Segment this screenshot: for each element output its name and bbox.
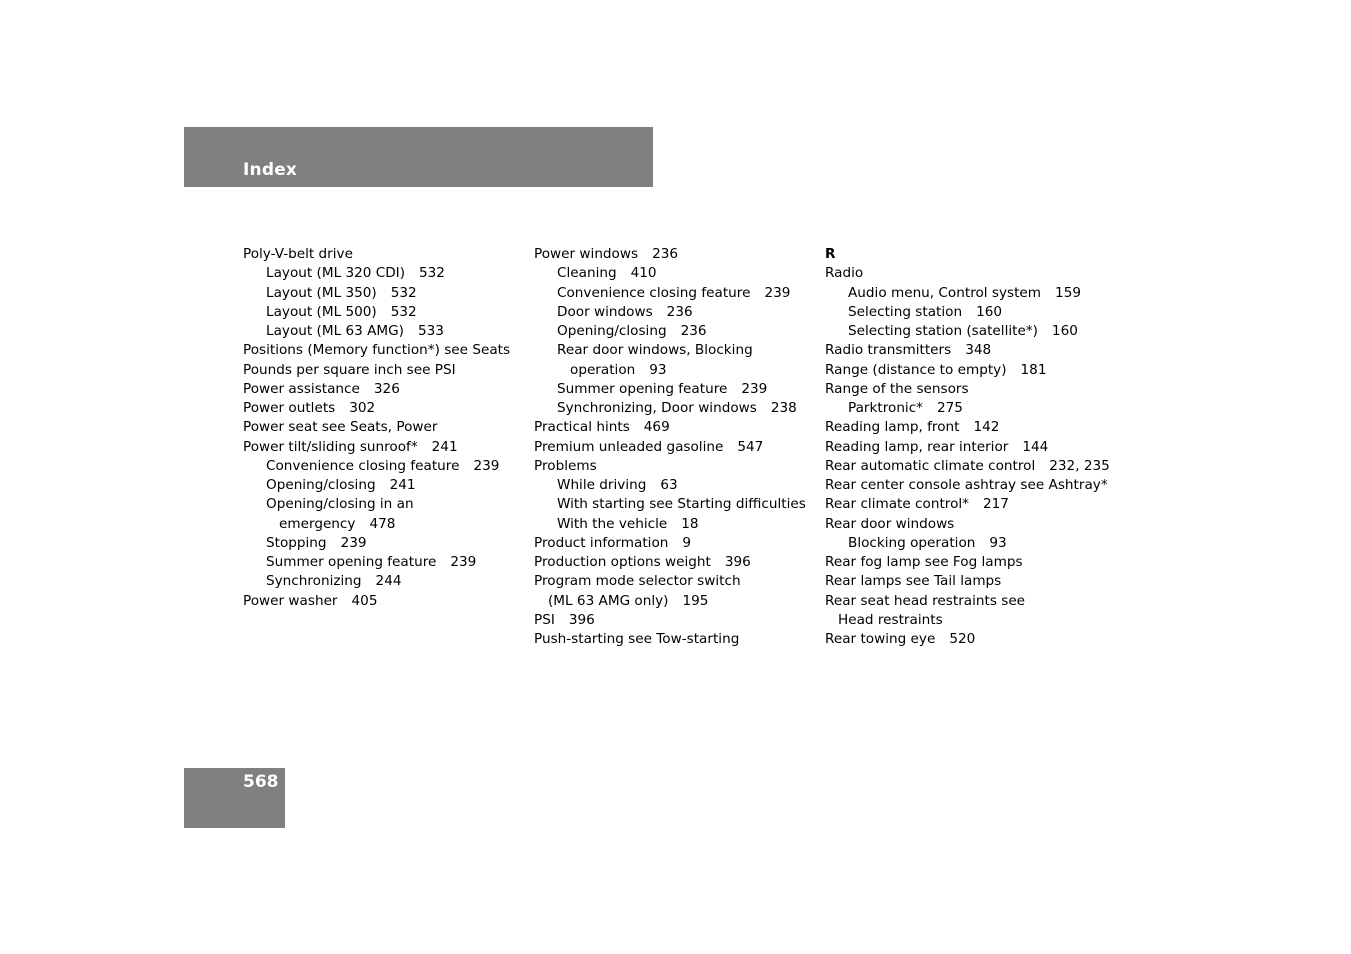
index-term: Range of the sensors: [825, 380, 969, 397]
index-entry: [825, 476, 1110, 495]
index-term: Practical hints: [534, 419, 630, 436]
index-entry: [243, 264, 510, 283]
index-term: Door windows: [557, 303, 653, 320]
index-entry: [243, 476, 510, 495]
index-page-ref: 160: [976, 303, 1003, 320]
index-entry: [825, 303, 1110, 322]
index-entry: [534, 476, 806, 495]
index-entry: [243, 418, 510, 437]
index-term: Layout (ML 350): [266, 284, 377, 301]
index-entry: [825, 399, 1110, 418]
index-entry: [534, 399, 806, 418]
index-entry: [825, 572, 1110, 591]
index-term: Cleaning: [557, 265, 617, 282]
index-term: Radio: [825, 265, 864, 282]
index-term: PSI: [534, 611, 555, 628]
index-term: Layout (ML 320 CDI): [266, 265, 405, 282]
index-page-ref: 236: [666, 303, 693, 320]
index-page-ref: 238: [770, 400, 797, 416]
index-entry: [243, 341, 510, 360]
index-entry: [243, 457, 510, 476]
index-term: Rear climate control*: [825, 496, 969, 513]
index-page-ref: 9: [682, 534, 692, 551]
index-page-ref: 63: [660, 477, 678, 493]
index-term: Poly-V-belt drive: [243, 246, 353, 262]
section-title: Index: [243, 160, 298, 180]
index-entry: [243, 515, 510, 534]
index-entry: [534, 534, 806, 553]
index-page-ref: 239: [764, 284, 791, 301]
index-page-ref: 93: [649, 361, 667, 378]
index-term: Layout (ML 500): [266, 303, 377, 320]
index-column-1: [243, 245, 510, 611]
index-term: With starting see Starting difficulties: [557, 496, 806, 513]
index-term: Rear automatic climate control: [825, 457, 1036, 474]
index-entry: [243, 284, 510, 303]
index-page-ref: 239: [741, 380, 768, 397]
index-term: Stopping: [266, 534, 327, 551]
index-term: Rear fog lamp see Fog lamps: [825, 554, 1023, 570]
index-entry: [534, 418, 806, 437]
index-term: Layout (ML 63 AMG): [266, 323, 404, 339]
section-header-bar: [184, 127, 653, 187]
index-entry: [534, 495, 806, 514]
index-page-ref: 469: [643, 419, 670, 436]
index-term: Selecting station (satellite*): [848, 323, 1038, 339]
index-entry: [534, 245, 806, 264]
index-term: Rear door windows: [825, 515, 955, 532]
index-term: Power assistance: [243, 380, 360, 397]
index-page-ref: 18: [681, 515, 699, 532]
index-term: Power windows: [534, 246, 639, 262]
index-term: Rear door windows, Blocking: [557, 342, 753, 359]
index-page-ref: 533: [417, 323, 444, 339]
index-entry: [825, 611, 1110, 630]
index-entry: [534, 438, 806, 457]
index-entry: [534, 361, 806, 380]
index-entry: [534, 322, 806, 341]
index-term: Rear lamps see Tail lamps: [825, 573, 1002, 590]
index-term: Problems: [534, 457, 597, 474]
index-term: Audio menu, Control system: [848, 284, 1042, 301]
index-page-ref: 520: [949, 631, 976, 647]
index-page-ref: 232, 235: [1049, 457, 1110, 474]
index-entry: [534, 457, 806, 476]
index-term: Opening/closing in an: [266, 496, 414, 513]
index-term: Power washer: [243, 592, 338, 609]
index-entry: [825, 515, 1110, 534]
index-entry: [825, 438, 1110, 457]
index-page-ref: 396: [568, 611, 595, 628]
index-page-ref: 239: [340, 534, 367, 551]
index-page-ref: 160: [1051, 323, 1078, 339]
index-page-ref: 478: [369, 515, 396, 532]
index-term: Reading lamp, rear interior: [825, 438, 1009, 455]
index-entry: [825, 380, 1110, 399]
index-entry: [825, 418, 1110, 437]
index-entry: [534, 303, 806, 322]
index-entry: [534, 592, 806, 611]
index-entry: [243, 399, 510, 418]
index-page-ref: 239: [473, 457, 500, 474]
index-term: Power tilt/sliding sunroof*: [243, 438, 418, 455]
index-entry: [243, 322, 510, 341]
index-page-ref: 348: [965, 342, 992, 359]
index-page-ref: 532: [390, 284, 417, 301]
index-page-ref: 239: [450, 554, 477, 570]
page-number: 568: [243, 772, 279, 792]
index-page-ref: 532: [390, 303, 417, 320]
index-page-ref: 217: [982, 496, 1009, 513]
index-entry: [825, 592, 1110, 611]
index-letter-heading: [825, 245, 1110, 264]
index-term: (ML 63 AMG only): [548, 592, 669, 609]
index-page-ref: 195: [682, 592, 709, 609]
index-page-ref: 93: [989, 534, 1007, 551]
index-term: Parktronic*: [848, 400, 923, 416]
index-term: emergency: [279, 515, 356, 532]
index-term: Synchronizing, Door windows: [557, 400, 757, 416]
index-page-ref: 532: [419, 265, 445, 282]
index-term: Premium unleaded gasoline: [534, 438, 724, 455]
index-entry: [534, 515, 806, 534]
index-term: Rear seat head restraints see: [825, 592, 1026, 609]
index-term: Positions (Memory function*) see Seats: [243, 342, 511, 359]
index-entry: [243, 245, 510, 264]
index-entry: [825, 284, 1110, 303]
index-page-ref: 241: [431, 438, 458, 455]
index-entry: [243, 438, 510, 457]
index-term: operation: [570, 361, 636, 378]
index-term: Push-starting see Tow-starting: [534, 631, 740, 647]
index-term: Convenience closing feature: [266, 457, 460, 474]
index-entry: [825, 361, 1110, 380]
index-entry: [243, 534, 510, 553]
index-entry: [534, 380, 806, 399]
index-page-ref: 236: [652, 246, 679, 262]
index-page-ref: 405: [351, 592, 378, 609]
index-page-ref: 547: [737, 438, 764, 455]
index-entry: [825, 553, 1110, 572]
index-entry: [534, 611, 806, 630]
index-term: Power seat see Seats, Power: [243, 419, 438, 436]
index-page-ref: 159: [1055, 284, 1081, 301]
index-term: With the vehicle: [557, 515, 668, 532]
index-entry: [825, 630, 1110, 649]
index-term: Rear center console ashtray see Ashtray*: [825, 477, 1108, 493]
index-entry: [243, 495, 510, 514]
index-entry: [825, 534, 1110, 553]
index-entry: [243, 572, 510, 591]
index-entry: [534, 284, 806, 303]
index-term: Radio transmitters: [825, 342, 952, 359]
index-entry: [825, 264, 1110, 283]
index-term: Head restraints: [838, 611, 943, 628]
index-entry: [243, 380, 510, 399]
index-term: Pounds per square inch see PSI: [243, 361, 456, 378]
index-term: Synchronizing: [266, 573, 362, 590]
index-page-ref: 241: [389, 477, 416, 493]
index-term: Summer opening feature: [557, 380, 728, 397]
index-entry: [534, 341, 806, 360]
index-page-ref: 302: [349, 400, 376, 416]
index-term: Blocking operation: [848, 534, 976, 551]
index-page-ref: 275: [936, 400, 963, 416]
index-term: While driving: [557, 477, 647, 493]
index-page-ref: 144: [1022, 438, 1049, 455]
index-entry: [534, 264, 806, 283]
index-term: Production options weight: [534, 554, 711, 570]
index-entry: [825, 457, 1110, 476]
index-term: R: [825, 246, 836, 262]
index-entry: [534, 630, 806, 649]
index-entry: [243, 303, 510, 322]
index-page-ref: 396: [724, 554, 751, 570]
index-entry: [243, 553, 510, 572]
index-page-ref: 236: [680, 323, 707, 339]
index-page-ref: 326: [373, 380, 400, 397]
index-entry: [243, 361, 510, 380]
index-term: Convenience closing feature: [557, 284, 751, 301]
index-column-2: [534, 245, 806, 649]
page-number-box: [184, 768, 285, 828]
index-page-ref: 142: [973, 419, 1000, 436]
index-term: Summer opening feature: [266, 554, 437, 570]
index-entry: [825, 341, 1110, 360]
index-entry: [825, 495, 1110, 514]
index-term: Program mode selector switch: [534, 573, 741, 590]
index-page-ref: 410: [630, 265, 657, 282]
index-term: Opening/closing: [266, 477, 376, 493]
index-column-3: [825, 245, 1110, 649]
index-page-ref: 181: [1020, 361, 1047, 378]
index-page-ref: 244: [375, 573, 402, 590]
index-term: Selecting station: [848, 303, 963, 320]
index-term: Power outlets: [243, 400, 336, 416]
index-entry: [534, 553, 806, 572]
index-entry: [243, 592, 510, 611]
index-entry: [825, 322, 1110, 341]
index-term: Product information: [534, 534, 669, 551]
index-entry: [534, 572, 806, 591]
index-term: Rear towing eye: [825, 631, 936, 647]
index-term: Opening/closing: [557, 323, 667, 339]
index-term: Range (distance to empty): [825, 361, 1007, 378]
index-term: Reading lamp, front: [825, 419, 960, 436]
